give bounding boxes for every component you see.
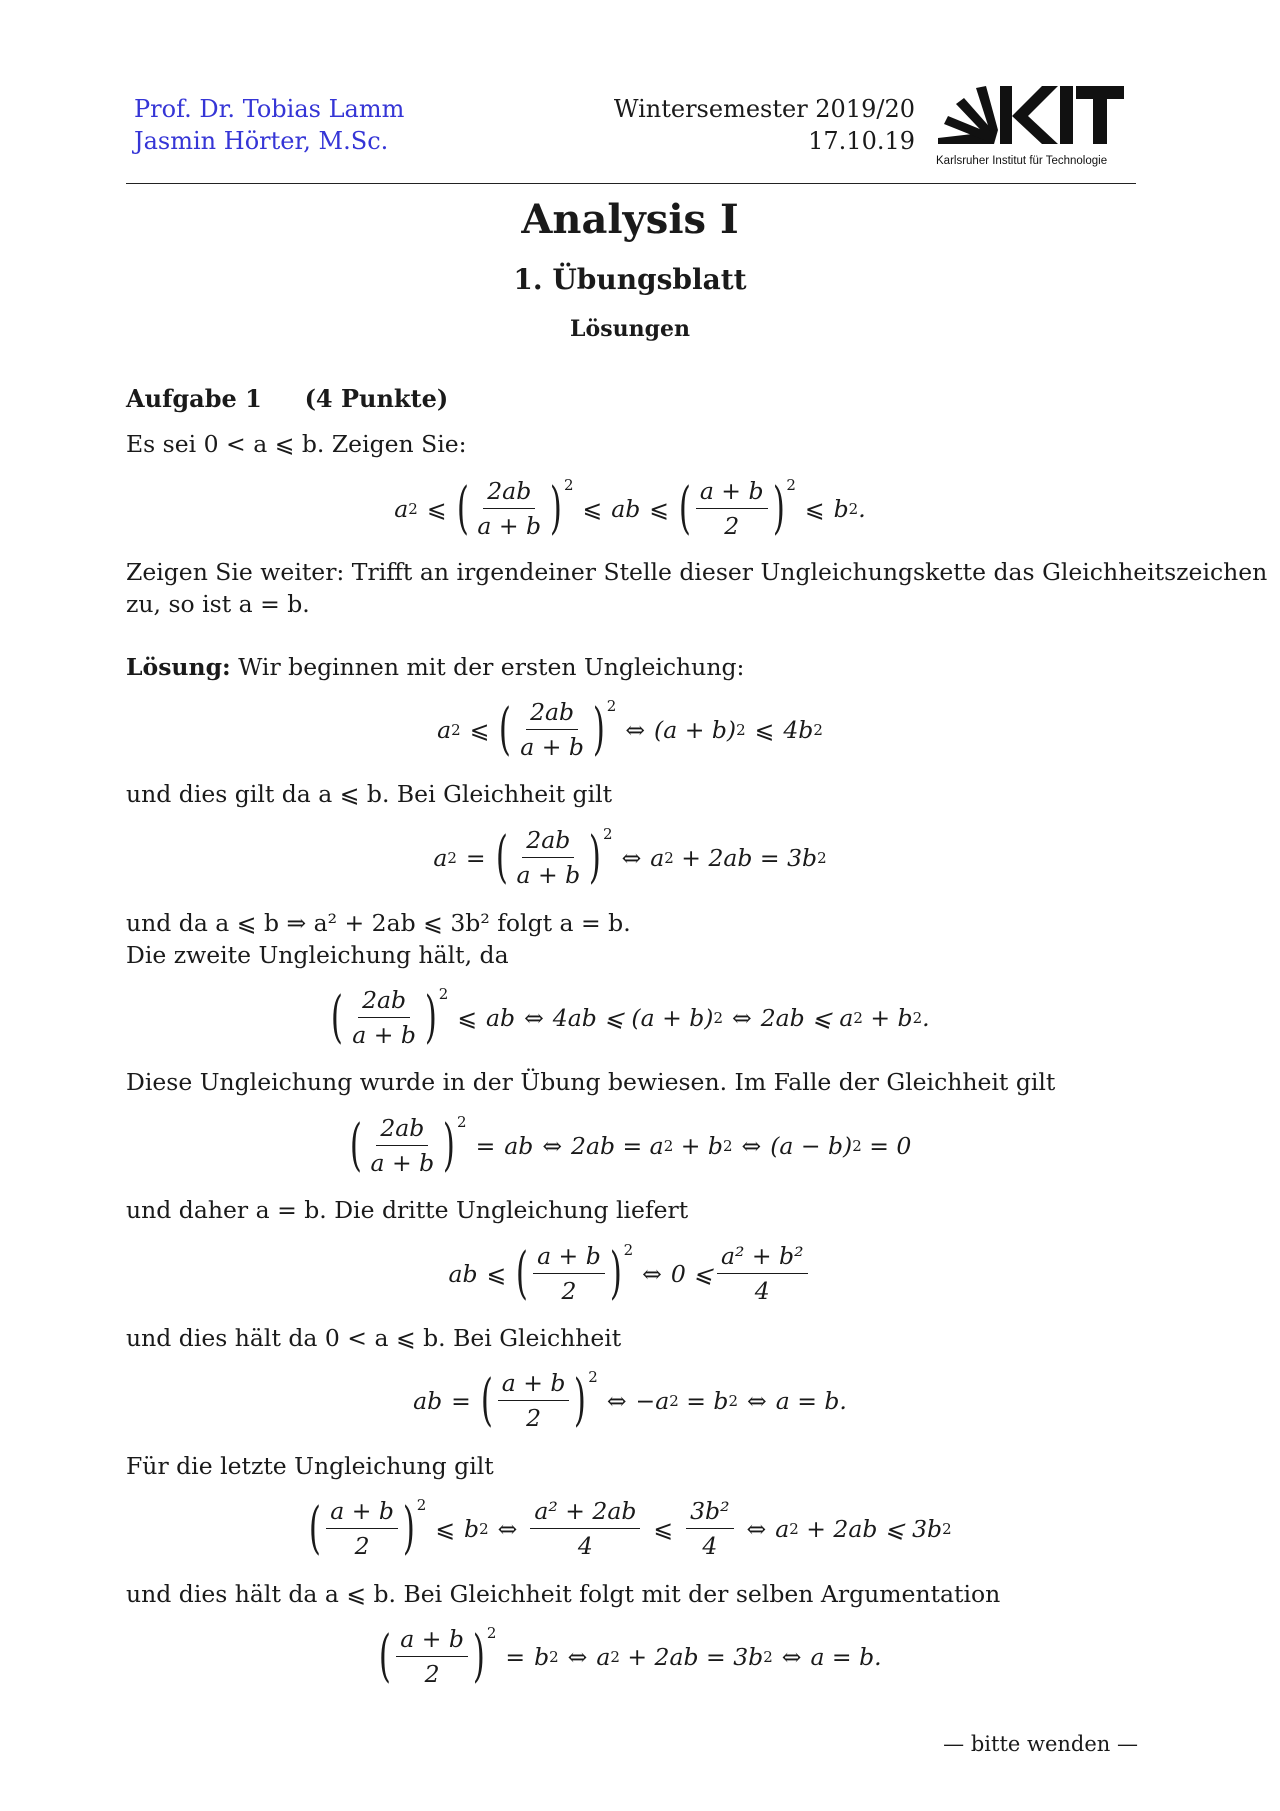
formula-relation: ⩽: [457, 1003, 478, 1032]
formula-text: + 2ab ⩽ 3b: [798, 1514, 943, 1543]
fraction-numerator: 2ab: [522, 825, 574, 858]
formula-text: a = b.: [775, 1386, 847, 1415]
formula-exponent: 2: [563, 475, 574, 494]
fraction-denominator: a + b: [520, 733, 584, 761]
formula-first-inequality: a 2 ⩽ ( $\frac{2ab}{a + b}$ ) 2 ⇔ (a + b) 2 ⩽ 4b 2: [437, 696, 823, 762]
formula-relation: ⩽: [754, 715, 775, 744]
fraction-numerator: a + b: [533, 1241, 605, 1274]
left-parenthesis: (: [331, 984, 344, 1050]
formula-relation: ⩽: [653, 1514, 674, 1543]
parenthesized-fraction: [480, 1368, 598, 1433]
fraction-numerator: a² + b²: [717, 1241, 808, 1274]
author-professor: Prof. Dr. Tobias Lamm: [134, 95, 405, 123]
fraction-denominator: a + b: [477, 512, 542, 540]
fraction-numerator: 2ab: [526, 697, 578, 730]
formula-text: b: [833, 494, 849, 523]
formula-exponent: 2: [588, 1367, 598, 1386]
task-points: (4 Punkte): [304, 384, 449, 413]
fraction-denominator: 2: [354, 1532, 370, 1560]
fraction: [696, 476, 768, 541]
fraction: [498, 1368, 570, 1433]
formula-text: a: [437, 715, 452, 744]
parenthesized-fraction: [515, 1241, 633, 1306]
solution-paragraph-2: und da a ⩽ b ⇒ a² + 2ab ⩽ 3b² folgt a = b.: [126, 909, 631, 937]
formula-relation: ⩽: [435, 1514, 456, 1543]
formula-text: a = b.: [810, 1642, 882, 1671]
formula-text: + b: [862, 1003, 913, 1032]
fraction-numerator: 2ab: [483, 476, 535, 509]
formula-text: .: [858, 494, 866, 523]
parenthesized-fraction: [456, 476, 574, 541]
right-parenthesis: ): [592, 696, 605, 762]
formula-relation: ⇔: [741, 1131, 762, 1160]
parenthesized-fraction: [349, 1113, 467, 1178]
parenthesized-fraction: [498, 697, 616, 762]
parenthesized-fraction: [378, 1624, 496, 1689]
formula-third-inequality: [0, 1241, 1260, 1306]
formula-text: b: [534, 1642, 550, 1671]
solutions-label: Lösungen: [570, 316, 690, 342]
left-parenthesis: (: [499, 696, 512, 762]
formula-relation: ⇔: [642, 1259, 662, 1288]
formula-fourth-equality: ( $\frac{a + b}{2}$ ) 2 = b 2 ⇔ a 2 + 2ab = 3b 2 ⇔ a = b.: [379, 1623, 882, 1689]
right-parenthesis: ): [424, 984, 437, 1050]
formula-text: = 0: [861, 1131, 912, 1160]
solution-paragraph-4: Diese Ungleichung wurde in der Übung bewiesen. Im Falle der Gleichheit gilt: [126, 1068, 1056, 1096]
formula-relation: ⇔: [747, 1386, 767, 1415]
fraction: [686, 1496, 733, 1561]
left-parenthesis: (: [309, 1495, 322, 1561]
fraction: [533, 1241, 605, 1306]
formula-relation: ⇔: [524, 1003, 544, 1032]
formula-relation: ⇔: [746, 1514, 767, 1543]
parenthesized-fraction: [678, 476, 796, 541]
formula-relation: ⇔: [625, 715, 646, 744]
fraction-denominator: a + b: [370, 1149, 435, 1177]
task-statement-3: zu, so ist a = b.: [126, 590, 310, 618]
fraction-numerator: a + b: [396, 1624, 468, 1657]
task-statement-2: Zeigen Sie weiter: Trifft an irgendeiner Stelle dieser Ungleichungskette das Gleichheitszeichen: [126, 558, 1268, 586]
semester-label: Wintersemester 2019/20: [613, 95, 915, 123]
solution-paragraph-3: Die zweite Ungleichung hält, da: [126, 941, 509, 969]
sheet-number: 1. Übungsblatt: [513, 263, 747, 296]
fraction-denominator: 2: [424, 1660, 440, 1688]
left-parenthesis: (: [349, 1112, 362, 1178]
task-number: Aufgabe 1: [126, 384, 262, 413]
fraction-denominator: 2: [724, 512, 740, 540]
fraction-numerator: 3b²: [686, 1496, 733, 1529]
formula-relation: ⇔: [497, 1514, 518, 1543]
fraction-denominator: a + b: [516, 861, 581, 889]
page-title: Analysis I: [521, 196, 739, 243]
formula-exponent: 2: [457, 1112, 467, 1131]
solution-label: Lösung:: [126, 653, 231, 681]
fraction-denominator: a + b: [352, 1021, 416, 1049]
formula-text: 2ab ⩽ a: [760, 1003, 854, 1032]
fraction-numerator: a² + 2ab: [530, 1496, 640, 1529]
solution-paragraph-1: und dies gilt da a ⩽ b. Bei Gleichheit gilt: [126, 780, 613, 808]
left-parenthesis: (: [678, 475, 691, 541]
fraction-denominator: 4: [577, 1532, 593, 1560]
formula-text: = b: [678, 1386, 729, 1415]
formula-exponent: 2: [786, 475, 796, 494]
formula-text: (a + b): [654, 715, 737, 744]
fraction-denominator: 2: [526, 1404, 542, 1432]
right-parenthesis: ): [772, 475, 785, 541]
solution-paragraph-7: Für die letzte Ungleichung gilt: [126, 1452, 494, 1480]
left-parenthesis: (: [495, 824, 508, 890]
formula-text: + 2ab = 3b: [619, 1642, 764, 1671]
formula-text: ab: [448, 1259, 478, 1288]
formula-exponent: 2: [606, 696, 617, 715]
formula-text: .: [922, 1003, 930, 1032]
formula-text: b: [464, 1514, 480, 1543]
fraction-denominator: 2: [561, 1277, 577, 1305]
kit-logo-caption: Karlsruher Institut für Technologie: [936, 155, 1108, 167]
formula-relation: ⇔: [542, 1131, 563, 1160]
formula-exponent: 2: [486, 1623, 497, 1642]
formula-text: a: [650, 843, 665, 872]
formula-text: ab: [486, 1003, 516, 1032]
right-parenthesis: ): [402, 1495, 415, 1561]
formula-inequality-chain: a 2 ⩽ ( $\frac{2ab}{a + b}$ ) 2 ⩽ ab ⩽ ( $\frac{a + b}{2}$ ) 2 ⩽ b 2 .: [394, 475, 866, 541]
formula-text: a: [394, 494, 409, 523]
formula-text: a: [433, 843, 448, 872]
formula-fourth-inequality: ( $\frac{a + b}{2}$ ) 2 ⩽ b 2 ⇔ $\frac{\text{a² + 2ab}}{4}$ ⩽ $\frac{\text{3b²}}{4}$ ⇔ a 2 + 2ab ⩽ 3b 2: [309, 1495, 952, 1561]
formula-text: a: [596, 1642, 611, 1671]
right-parenthesis: ): [574, 1367, 587, 1433]
formula-text: −a: [635, 1386, 670, 1415]
parenthesized-fraction: [308, 1496, 426, 1561]
fraction-denominator: 4: [702, 1532, 718, 1560]
formula-relation: =: [465, 843, 486, 872]
formula-relation: ⇔: [781, 1642, 802, 1671]
author-assistant: Jasmin Hörter, M.Sc.: [134, 127, 389, 155]
fraction-numerator: a + b: [326, 1496, 398, 1529]
formula-relation: ⇔: [732, 1003, 752, 1032]
formula-relation: =: [505, 1642, 526, 1671]
fraction: [366, 1113, 438, 1178]
fraction-numerator: a + b: [696, 476, 768, 509]
fraction: [516, 697, 588, 762]
fraction: [396, 1624, 468, 1689]
parenthesized-fraction: [330, 985, 448, 1050]
formula-exponent: 2: [623, 1240, 634, 1259]
fraction: [717, 1241, 808, 1306]
sheet-date: 17.10.19: [808, 127, 915, 155]
fraction: [348, 985, 420, 1050]
task-heading: [126, 383, 448, 415]
formula-second-inequality: ( $\frac{2ab}{a + b}$ ) 2 ⩽ ab ⇔ 4ab ⩽ (a + b) 2 ⇔ 2ab ⩽ a 2 + b 2 .: [331, 984, 930, 1050]
right-parenthesis: ): [589, 824, 602, 890]
formula-text: (a − b): [770, 1131, 853, 1160]
formula-relation: ⩽: [426, 494, 447, 523]
formula-relation: ⩽: [469, 715, 490, 744]
formula-text: 0 ⩽: [670, 1259, 713, 1288]
page-footer: — bitte wenden —: [943, 1732, 1138, 1756]
fraction-denominator: 4: [754, 1277, 770, 1305]
formula-relation: =: [451, 1386, 471, 1415]
formula-third-equality: ab = ( $\frac{a + b}{2}$ ) 2 ⇔ −a 2 = b 2 ⇔ a = b.: [413, 1367, 847, 1433]
fraction-numerator: 2ab: [376, 1113, 428, 1146]
solution-intro-text: Wir beginnen mit der ersten Ungleichung:: [230, 653, 745, 681]
fraction-numerator: a + b: [498, 1368, 570, 1401]
right-parenthesis: ): [443, 1112, 456, 1178]
formula-text: 4ab ⩽ (a + b): [552, 1003, 714, 1032]
left-parenthesis: (: [516, 1240, 529, 1306]
fraction: [530, 1496, 640, 1561]
formula-relation: ⇔: [606, 1386, 627, 1415]
formula-exponent: 2: [603, 824, 613, 843]
right-parenthesis: ): [472, 1623, 485, 1689]
formula-text: a: [775, 1514, 790, 1543]
formula-exponent: 2: [416, 1495, 427, 1514]
formula-text: ab: [504, 1131, 534, 1160]
right-parenthesis: ): [550, 475, 563, 541]
header-rule: [126, 183, 1136, 184]
solution-paragraph-8: und dies hält da a ⩽ b. Bei Gleichheit folgt mit der selben Argumentation: [126, 1580, 1001, 1608]
right-parenthesis: ): [609, 1240, 622, 1306]
formula-text: 2ab = a: [571, 1131, 664, 1160]
formula-first-equality: a 2 = ( $\frac{2ab}{a + b}$ ) 2 ⇔ a 2 + 2ab = 3b 2: [433, 824, 827, 890]
formula-relation: ⩽: [582, 494, 603, 523]
parenthesized-fraction: [495, 825, 613, 890]
formula-text: ab: [611, 494, 641, 523]
formula-relation: ⇔: [621, 843, 642, 872]
fraction: [473, 476, 545, 541]
semester-block: [614, 93, 915, 157]
formula-text: 4b: [783, 715, 814, 744]
formula-relation: ⩽: [649, 494, 669, 523]
kit-logo: [936, 82, 1128, 172]
formula-relation: ⩽: [486, 1259, 507, 1288]
task-statement-1: Es sei 0 < a ⩽ b. Zeigen Sie:: [126, 430, 467, 458]
formula-text: + b: [673, 1131, 723, 1160]
left-parenthesis: (: [456, 475, 469, 541]
solution-paragraph-6: und dies hält da 0 < a ⩽ b. Bei Gleichheit: [126, 1324, 622, 1352]
solution-paragraph-5: und daher a = b. Die dritte Ungleichung liefert: [126, 1196, 689, 1224]
fraction-numerator: 2ab: [358, 985, 410, 1018]
fraction: [326, 1496, 398, 1561]
formula-relation: ⩽: [804, 494, 825, 523]
fraction: [512, 825, 584, 890]
formula-relation: =: [475, 1131, 496, 1160]
formula-text: ab: [413, 1386, 443, 1415]
formula-second-equality: ( $\frac{2ab}{a + b}$ ) 2 = ab ⇔ 2ab = a 2 + b 2 ⇔ (a − b) 2 = 0: [349, 1112, 912, 1178]
formula-exponent: 2: [438, 984, 449, 1003]
solution-intro: [126, 651, 744, 683]
left-parenthesis: (: [379, 1623, 392, 1689]
formula-relation: ⇔: [567, 1642, 588, 1671]
formula-text: + 2ab = 3b: [673, 843, 818, 872]
left-parenthesis: (: [480, 1367, 493, 1433]
author-block: [134, 93, 404, 157]
